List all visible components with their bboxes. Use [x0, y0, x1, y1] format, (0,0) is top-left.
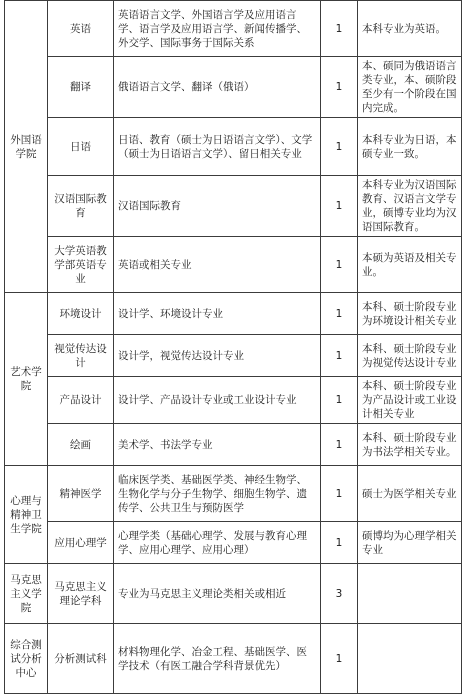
- discipline-cell: 视觉传达设计: [48, 335, 114, 377]
- note-cell: [358, 564, 462, 624]
- discipline-cell: 绘画: [48, 424, 114, 466]
- table-row: [5, 293, 462, 335]
- table-row: [5, 466, 462, 522]
- table-row: [5, 237, 462, 293]
- table-row: [5, 424, 462, 466]
- note-cell: 本科专业为汉语国际教育、汉语言文学专业，硕博专业均为汉语国际教育。: [358, 176, 462, 237]
- majors-cell: 英语或相关专业: [114, 237, 321, 293]
- college-cell: 马克思主义学院: [5, 564, 48, 624]
- majors-cell: 设计学、环境设计专业: [114, 293, 321, 335]
- discipline-cell: 翻译: [48, 57, 114, 118]
- note-cell: 本科专业为日语，本硕专业一致。: [358, 118, 462, 176]
- discipline-cell: 汉语国际教育: [48, 176, 114, 237]
- majors-cell: 汉语国际教育: [114, 176, 321, 237]
- majors-cell: 心理学类（基础心理学、发展与教育心理学、应用心理学、应用心理）: [114, 522, 321, 564]
- majors-cell: 日语、教育（硕士为日语语言文学）、文学（硕士为日语语言文学）、留日相关专业: [114, 118, 321, 176]
- college-cell: 艺术学院: [5, 293, 48, 466]
- discipline-cell: 马克思主义理论学科: [48, 564, 114, 624]
- count-cell: 1: [321, 57, 358, 118]
- note-cell: 本科、硕士阶段专业为产品设计或工业设计相关专业: [358, 377, 462, 424]
- majors-cell: 美术学、书法学专业: [114, 424, 321, 466]
- note-cell: 本、硕同为俄语语言类专业，本、硕阶段至少有一个阶段在国内完成。: [358, 57, 462, 118]
- majors-cell: 材料物理化学、冶金工程、基础医学、医学技术（有医工融合学科背景优先）: [114, 624, 321, 694]
- college-cell: 综合测试分析中心: [5, 624, 48, 694]
- table-row: [5, 624, 462, 694]
- count-cell: 1: [321, 377, 358, 424]
- note-cell: 本科、硕士阶段专业为视觉传达设计专业: [358, 335, 462, 377]
- table-row: [5, 1, 462, 57]
- table-row: [5, 176, 462, 237]
- note-cell: 本科、硕士阶段专业为环境设计相关专业: [358, 293, 462, 335]
- table-row: [5, 522, 462, 564]
- majors-cell: 设计学、产品设计专业或工业设计专业: [114, 377, 321, 424]
- count-cell: 1: [321, 335, 358, 377]
- discipline-cell: 日语: [48, 118, 114, 176]
- count-cell: 1: [321, 1, 358, 57]
- count-cell: 1: [321, 624, 358, 694]
- note-cell: [358, 624, 462, 694]
- count-cell: 1: [321, 424, 358, 466]
- note-cell: 本科、硕士阶段专业为书法学相关专业。: [358, 424, 462, 466]
- table-row: [5, 564, 462, 624]
- count-cell: 1: [321, 466, 358, 522]
- table-row: [5, 377, 462, 424]
- note-cell: 硕士为医学相关专业: [358, 466, 462, 522]
- majors-cell: 俄语语言文学、翻译（俄语）: [114, 57, 321, 118]
- count-cell: 1: [321, 237, 358, 293]
- majors-cell: 专业为马克思主义理论类相关或相近: [114, 564, 321, 624]
- discipline-cell: 分析测试科: [48, 624, 114, 694]
- count-cell: 1: [321, 522, 358, 564]
- majors-cell: 临床医学类、基础医学类、神经生物学、生物化学与分子生物学、细胞生物学、遗传学、公共卫生与预防医学: [114, 466, 321, 522]
- table-row: [5, 57, 462, 118]
- table-row: [5, 118, 462, 176]
- discipline-cell: 大学英语教学部英语专业: [48, 237, 114, 293]
- note-cell: 本硕为英语及相关专业。: [358, 237, 462, 293]
- majors-cell: 设计学，视觉传达设计专业: [114, 335, 321, 377]
- college-cell: 外国语学院: [5, 1, 48, 293]
- discipline-cell: 应用心理学: [48, 522, 114, 564]
- discipline-cell: 产品设计: [48, 377, 114, 424]
- discipline-cell: 精神医学: [48, 466, 114, 522]
- count-cell: 1: [321, 118, 358, 176]
- note-cell: 硕博均为心理学相关专业: [358, 522, 462, 564]
- recruitment-table: [4, 0, 462, 694]
- majors-cell: 英语语言文学、外国语言学及应用语言学、语言学及应用语言学、新闻传播学、外交学、国际事务于国际关系: [114, 1, 321, 57]
- count-cell: 1: [321, 293, 358, 335]
- college-cell: 心理与精神卫生学院: [5, 466, 48, 564]
- note-cell: 本科专业为英语。: [358, 1, 462, 57]
- count-cell: 3: [321, 564, 358, 624]
- table-row: [5, 335, 462, 377]
- table-body: [5, 1, 462, 694]
- count-cell: 1: [321, 176, 358, 237]
- discipline-cell: 英语: [48, 1, 114, 57]
- discipline-cell: 环境设计: [48, 293, 114, 335]
